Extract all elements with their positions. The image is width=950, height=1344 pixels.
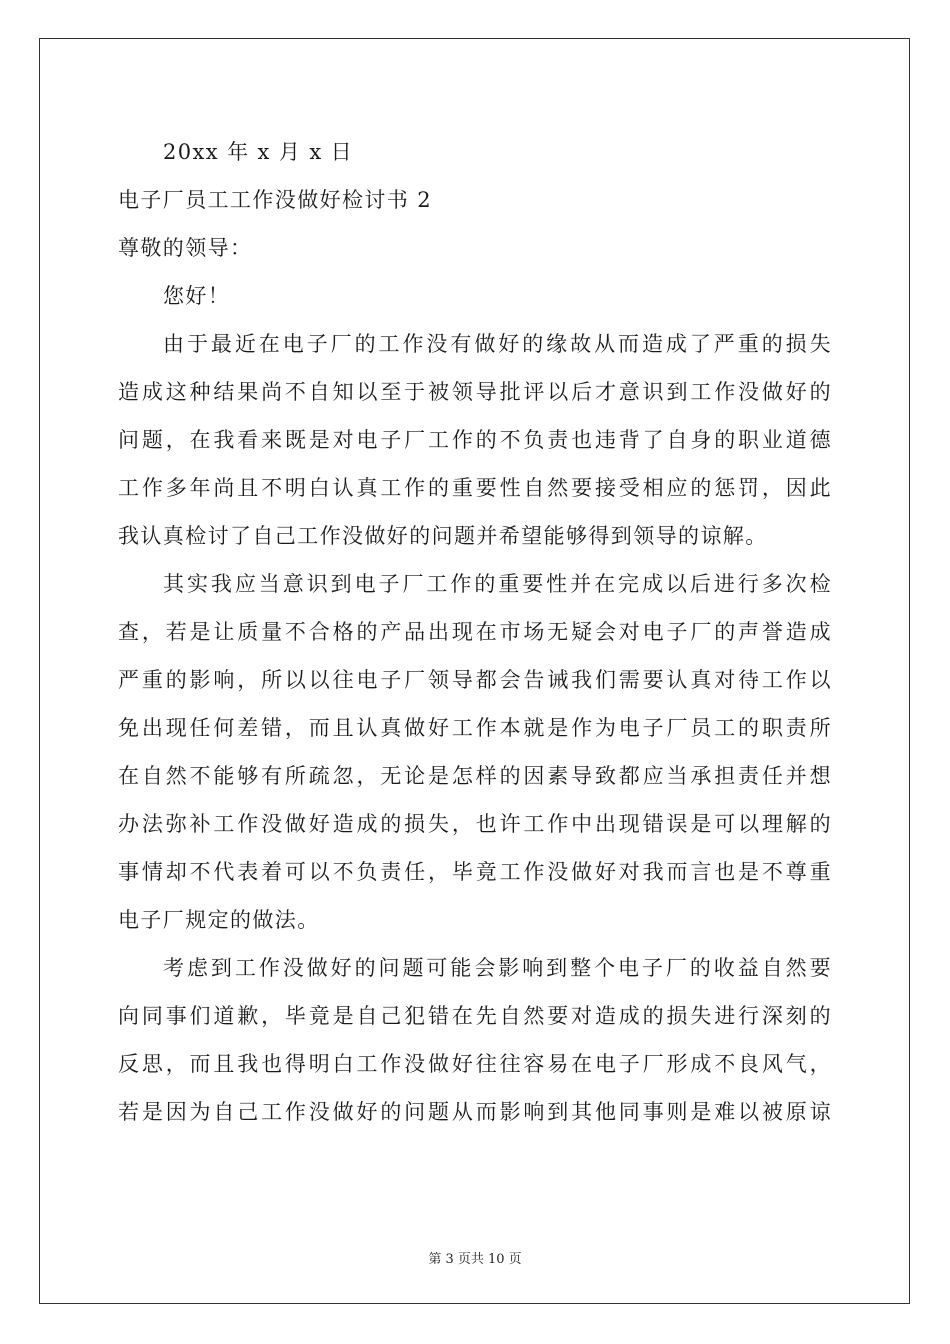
- document-body: [118, 128, 832, 1136]
- text-line: 查，若是让质量不合格的产品出现在市场无疑会对电子厂的声誉造成: [118, 620, 832, 644]
- paragraph-3: [118, 944, 832, 1136]
- paragraph-1: [118, 320, 832, 560]
- text-line: 严重的影响，所以以往电子厂领导都会告诫我们需要认真对待工作以: [118, 668, 832, 692]
- text-line: 事情却不代表着可以不负责任，毕竟工作没做好对我而言也是不尊重: [118, 860, 832, 884]
- page-footer: [0, 1248, 950, 1267]
- text-line: 反思，而且我也得明白工作没做好往往容易在电子厂形成不良风气，: [118, 1052, 832, 1076]
- text-line: 免出现任何差错，而且认真做好工作本就是作为电子厂员工的职责所: [118, 716, 832, 740]
- letter-greeting: 您好！: [163, 284, 231, 308]
- text-line: 造成这种结果尚不自知以至于被领导批评以后才意识到工作没做好的: [118, 380, 832, 404]
- text-line: 向同事们道歉，毕竟是自己犯错在先自然要对造成的损失进行深刻的: [118, 1004, 832, 1028]
- page-number: 第 3 页: [428, 1252, 471, 1267]
- text-line: 由于最近在电子厂的工作没有做好的缘故从而造成了严重的损失: [163, 332, 832, 356]
- paragraph-2: [118, 560, 832, 944]
- letter-salutation: 尊敬的领导：: [118, 236, 253, 260]
- text-line: 工作多年尚且不明白认真工作的重要性自然要接受相应的惩罚，因此: [118, 476, 832, 500]
- text-line: 办法弥补工作没做好造成的损失，也许工作中出现错误是可以理解的: [118, 812, 832, 836]
- letter-title: 电子厂员工工作没做好检讨书 2: [118, 188, 433, 212]
- text-line: 问题，在我看来既是对电子厂工作的不负责也违背了自身的职业道德: [118, 428, 832, 452]
- text-line: 其实我应当意识到电子厂工作的重要性并在完成以后进行多次检: [163, 572, 832, 596]
- text-line: 若是因为自己工作没做好的问题从而影响到其他同事则是难以被原谅: [118, 1100, 832, 1124]
- text-line: 考虑到工作没做好的问题可能会影响到整个电子厂的收益自然要: [163, 956, 832, 980]
- text-line: 在自然不能够有所疏忽，无论是怎样的因素导致都应当承担责任并想: [118, 764, 832, 788]
- text-line: 我认真检讨了自己工作没做好的问题并希望能够得到领导的谅解。: [118, 524, 768, 548]
- text-line: 电子厂规定的做法。: [118, 908, 320, 932]
- page-total: 共 10 页: [470, 1252, 522, 1267]
- letter-date: 20xx 年 x 月 x 日: [163, 140, 354, 164]
